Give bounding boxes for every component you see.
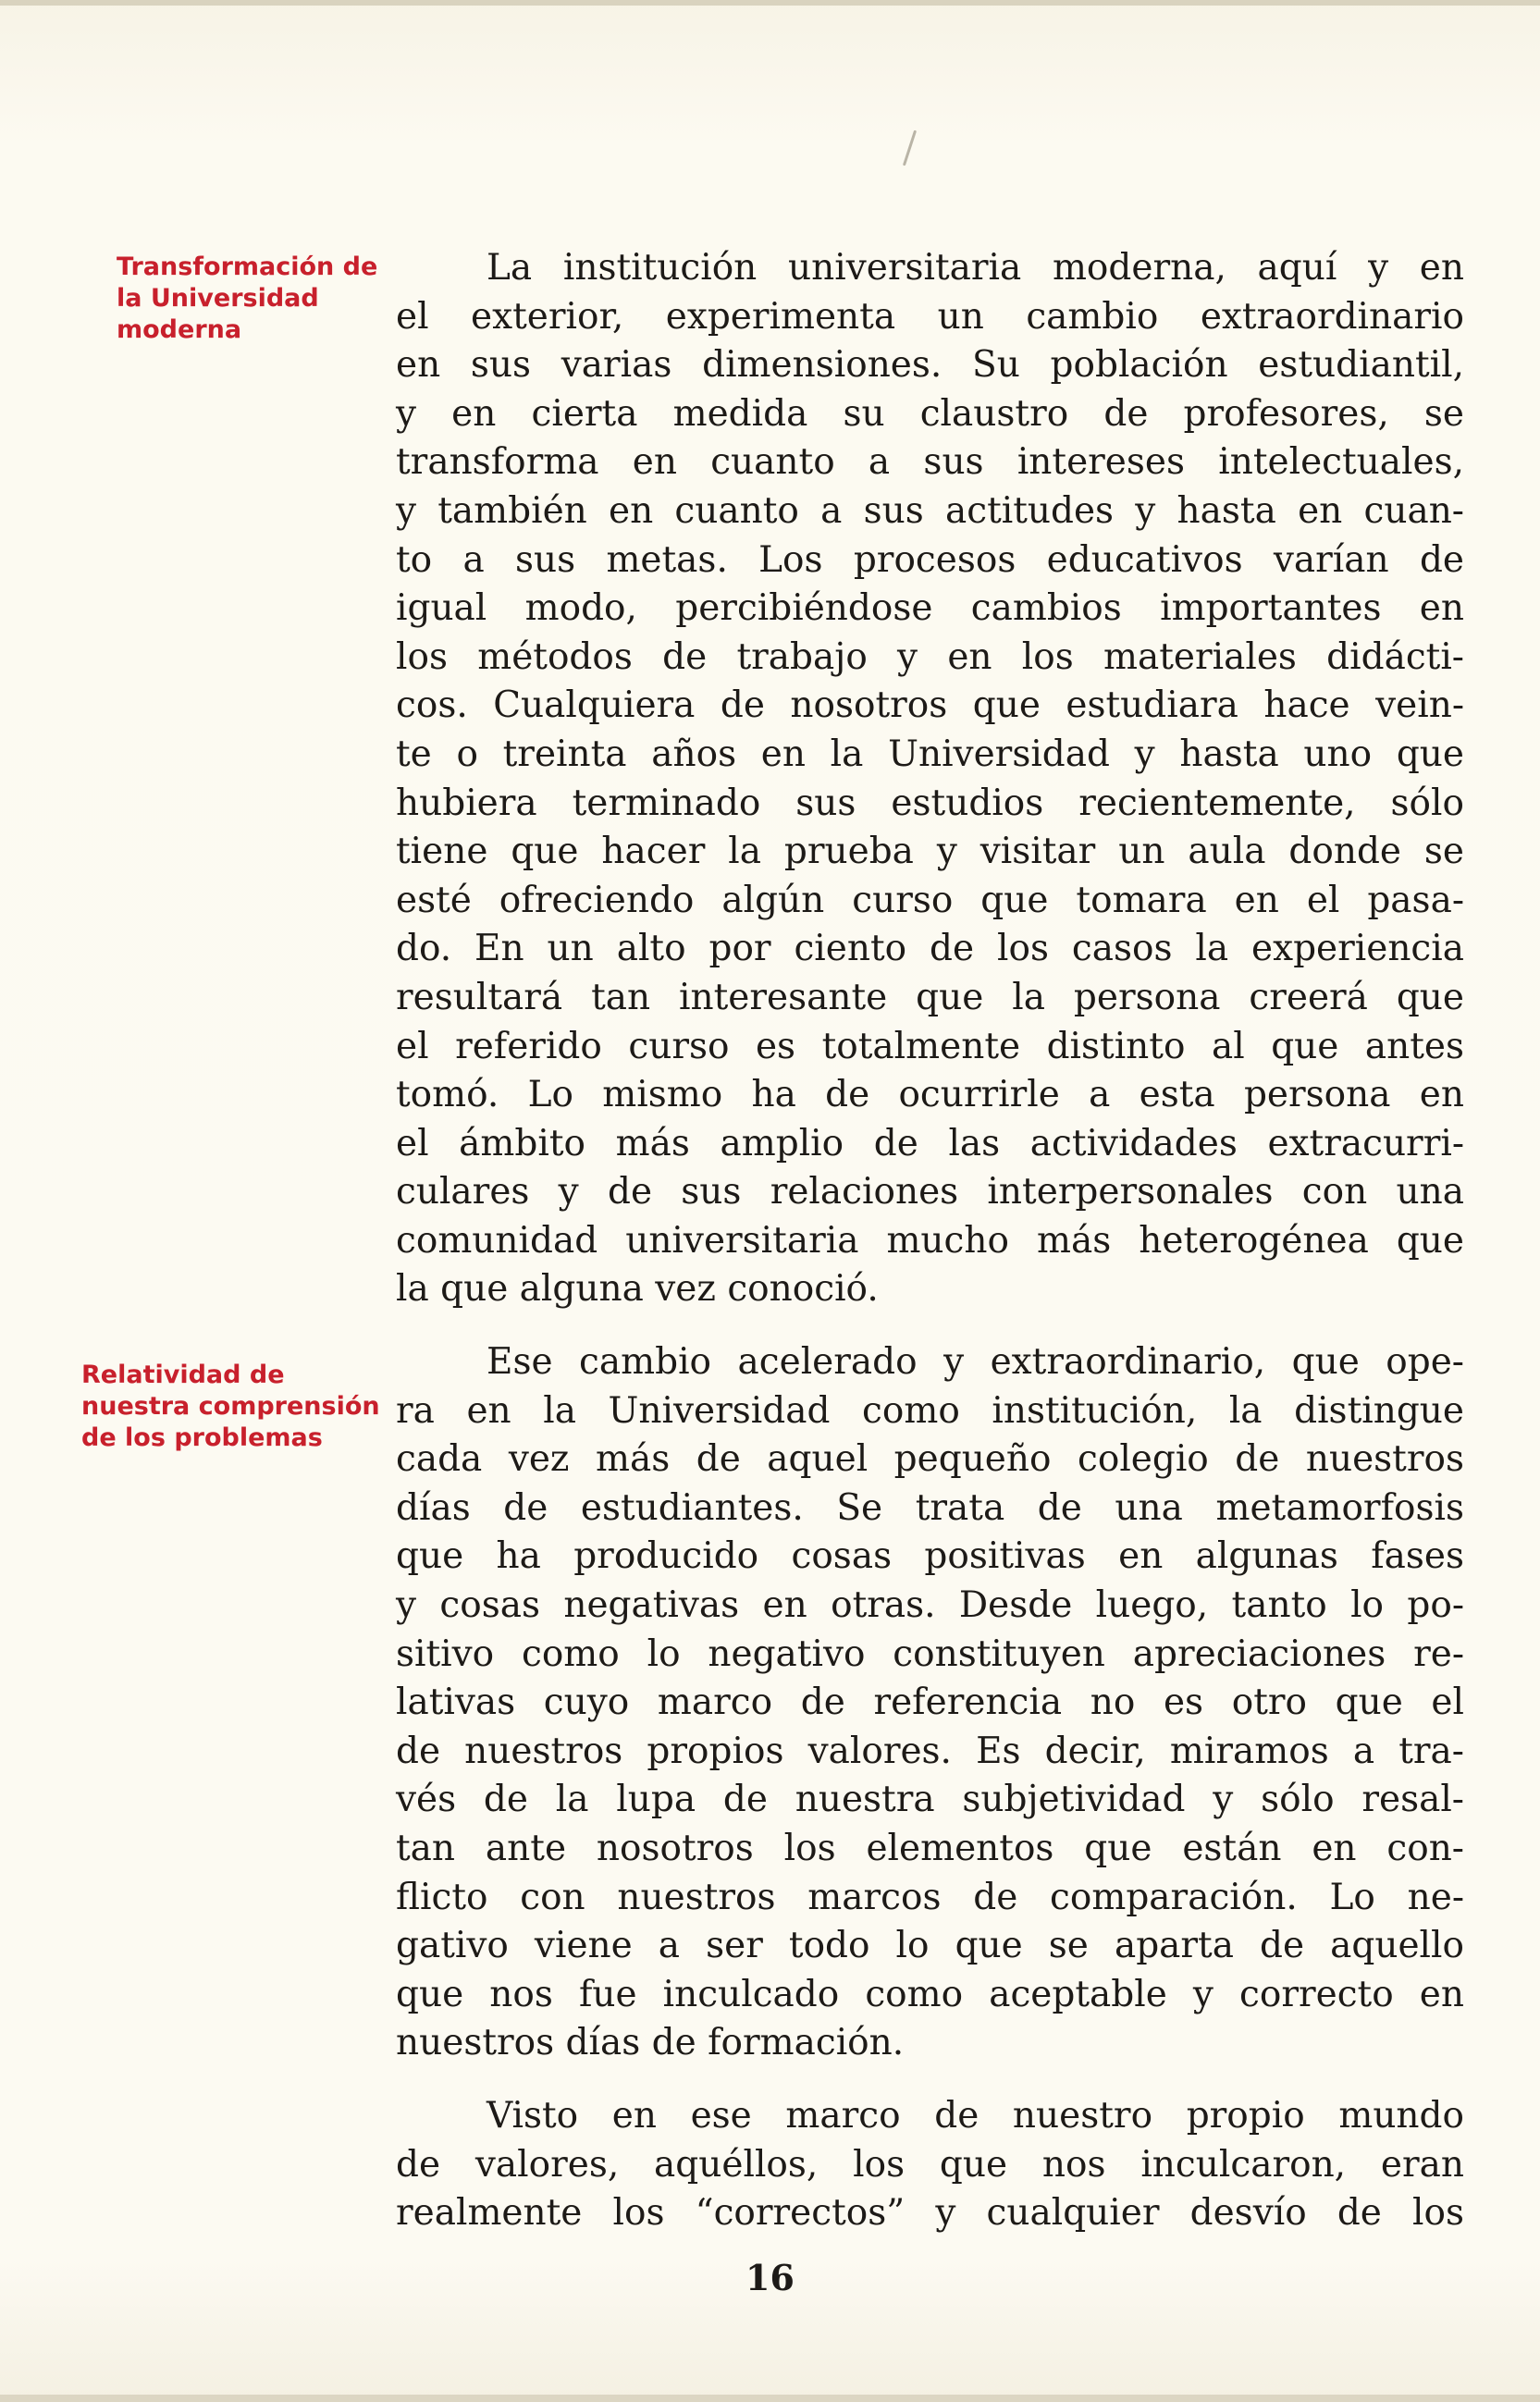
text-line: tomó. Lo mismo ha de ocurrirle a esta persona en xyxy=(396,1074,1464,1116)
page-number: 16 xyxy=(745,2257,795,2298)
sidenote-transformacion xyxy=(117,252,385,346)
text-line: que nos fue inculcado como aceptable y correcto en xyxy=(396,1973,1464,2015)
text-line: hubiera terminado sus estudios recientemente, sólo xyxy=(396,782,1464,824)
text-line: to a sus metas. Los procesos educativos varían de xyxy=(396,538,1464,581)
text-line: igual modo, percibiéndose cambios importantes en xyxy=(396,587,1464,630)
text-line: culares y de sus relaciones interpersonales con una xyxy=(396,1171,1464,1213)
text-line: el referido curso es totalmente distinto al que antes xyxy=(396,1025,1464,1067)
text-line: de nuestros propios valores. Es decir, miramos a tra- xyxy=(396,1730,1464,1772)
text-line: tiene que hacer la prueba y visitar un aula donde se xyxy=(396,831,1464,873)
text-line: esté ofreciendo algún curso que tomara en el pasa- xyxy=(396,879,1464,921)
text-line: sitivo como lo negativo constituyen apreciaciones re- xyxy=(396,1632,1464,1675)
pencil-mark xyxy=(903,130,917,166)
text-line: Visto en ese marco de nuestro propio mundo xyxy=(487,2094,1464,2137)
body-text xyxy=(396,244,1464,2238)
text-line: tan ante nosotros los elementos que están en con- xyxy=(396,1828,1464,1869)
text-line: nuestros días de formación. xyxy=(396,2022,905,2064)
text-line: el exterior, experimenta un cambio extraordinario xyxy=(396,295,1464,338)
text-line: flicto con nuestros marcos de comparación. Lo ne- xyxy=(396,1876,1464,1918)
text-line: La institución universitaria moderna, aquí y en xyxy=(487,247,1464,289)
text-line: comunidad universitaria mucho más heterogénea que xyxy=(396,1219,1464,1262)
text-line: gativo viene a ser todo lo que se aparta de aquello xyxy=(396,1925,1464,1967)
text-line: que ha producido cosas positivas en algunas fases xyxy=(396,1535,1464,1578)
text-line: días de estudiantes. Se trata de una metamorfosis xyxy=(396,1486,1464,1529)
text-line: y en cierta medida su claustro de profesores, se xyxy=(396,392,1464,435)
text-line: ra en la Universidad como institución, la distingue xyxy=(396,1389,1464,1432)
sidenote-line: nuestra comprensión xyxy=(81,1392,380,1421)
text-line: lativas cuyo marco de referencia no es otro que el xyxy=(396,1681,1464,1724)
page-top-edge xyxy=(0,0,1540,6)
text-line: Ese cambio acelerado y extraordinario, que ope- xyxy=(487,1341,1464,1384)
text-line: cos. Cualquiera de nosotros que estudiara hace vein- xyxy=(396,684,1464,727)
sidenote-line: de los problemas xyxy=(81,1423,323,1452)
page-bottom-edge xyxy=(0,2395,1540,2402)
text-line: y cosas negativas en otras. Desde luego, tanto lo po- xyxy=(396,1584,1464,1627)
sidenote-line: la Universidad xyxy=(117,284,319,313)
text-line: te o treinta años en la Universidad y hasta uno que xyxy=(396,733,1464,775)
text-line: la que alguna vez conoció. xyxy=(396,1268,879,1311)
text-line: y también en cuanto a sus actitudes y hasta en cuan- xyxy=(396,489,1464,532)
sidenote-line: Transformación de xyxy=(117,253,378,281)
paragraph-1 xyxy=(396,244,1464,1314)
sidenote-line: Relatividad de xyxy=(81,1361,285,1389)
text-line: do. En un alto por ciento de los casos la experiencia xyxy=(396,928,1464,970)
text-line: en sus varias dimensiones. Su población estudiantil, xyxy=(396,344,1464,387)
text-line: transforma en cuanto a sus intereses intelectuales, xyxy=(396,441,1464,484)
paragraph-2 xyxy=(396,1338,1464,2068)
paragraph-3 xyxy=(396,2092,1464,2238)
text-line: cada vez más de aquel pequeño colegio de nuestros xyxy=(396,1438,1464,1481)
sidenote-relatividad xyxy=(81,1360,387,1454)
text-line: el ámbito más amplio de las actividades extracurri- xyxy=(396,1122,1464,1164)
text-line: resultará tan interesante que la persona creerá que xyxy=(396,976,1464,1018)
sidenote-line: moderna xyxy=(117,315,242,344)
text-line: realmente los “correctos” y cualquier desvío de los xyxy=(396,2192,1464,2235)
text-line: de valores, aquéllos, los que nos inculcaron, eran xyxy=(396,2143,1464,2186)
text-line: vés de la lupa de nuestra subjetividad y sólo resal- xyxy=(396,1779,1464,1821)
text-line: los métodos de trabajo y en los materiales didácti- xyxy=(396,635,1464,678)
